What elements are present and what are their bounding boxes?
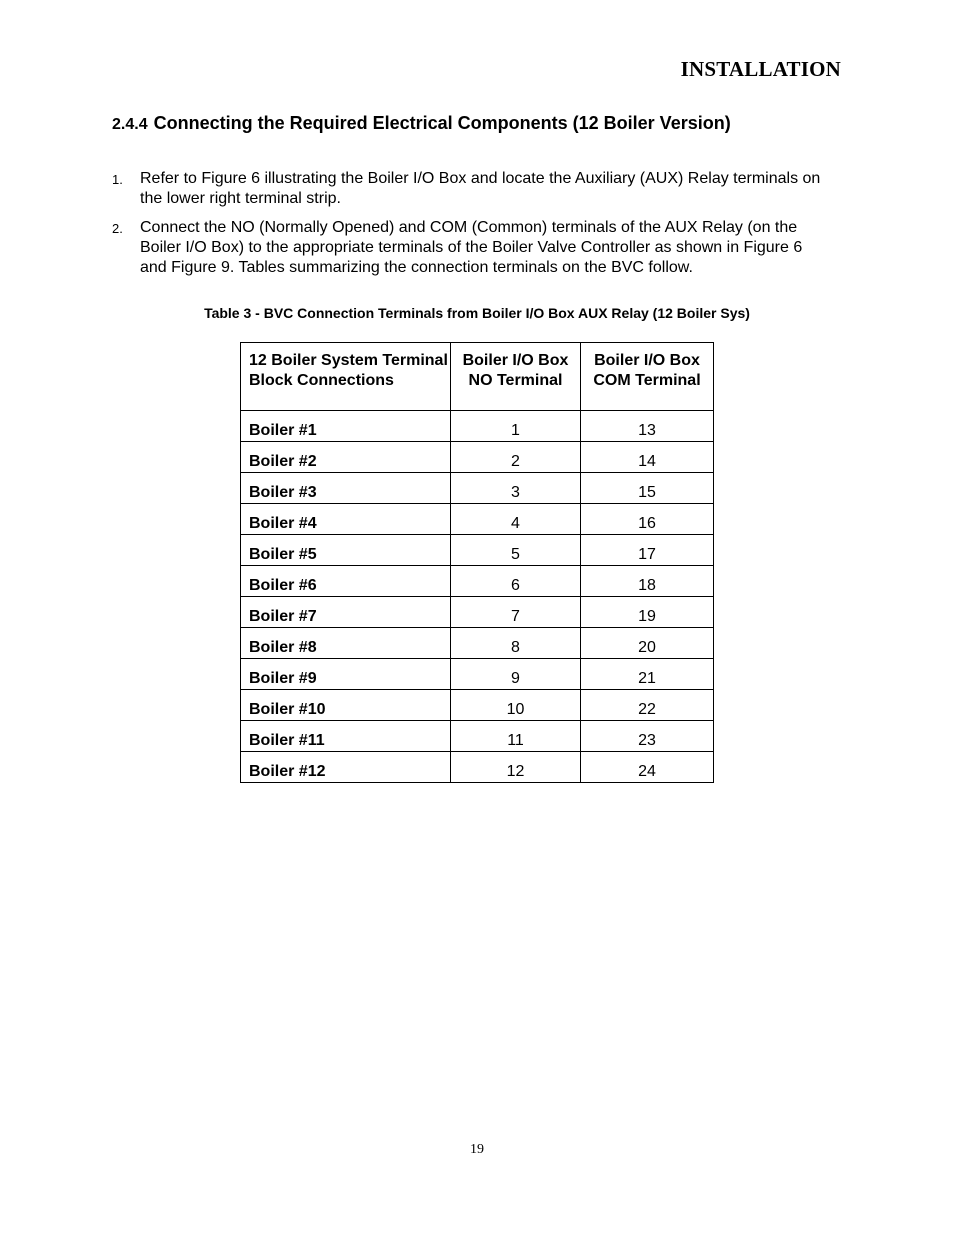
cell-boiler: Boiler #5: [241, 535, 451, 566]
cell-boiler: Boiler #10: [241, 690, 451, 721]
cell-com-terminal: 22: [581, 690, 714, 721]
cell-com-terminal: 15: [581, 473, 714, 504]
cell-no-terminal: 12: [451, 752, 581, 783]
cell-no-terminal: 8: [451, 628, 581, 659]
table-row: [241, 752, 714, 783]
cell-com-terminal: 13: [581, 411, 714, 442]
cell-no-terminal: 3: [451, 473, 581, 504]
section-heading: [112, 113, 731, 134]
step-text: Connect the NO (Normally Opened) and COM (Common) terminals of the AUX Relay (on the Boiler I/O Box) to the appropriate terminals of the Boiler Valve Controller as shown in Figure 6 and Figure 9. Tables summarizing the connection terminals on the BVC follow.: [140, 219, 803, 276]
table-row: [241, 566, 714, 597]
cell-boiler: Boiler #8: [241, 628, 451, 659]
cell-no-terminal: 1: [451, 411, 581, 442]
cell-com-terminal: 16: [581, 504, 714, 535]
cell-no-terminal: 7: [451, 597, 581, 628]
column-header-terminal-block: 12 Boiler System Terminal Block Connections: [241, 343, 451, 411]
page-number: 19: [470, 1142, 484, 1157]
cell-com-terminal: 21: [581, 659, 714, 690]
cell-no-terminal: 10: [451, 690, 581, 721]
table-row: [241, 473, 714, 504]
table-header-row: [241, 343, 714, 411]
cell-boiler: Boiler #12: [241, 752, 451, 783]
cell-boiler: Boiler #7: [241, 597, 451, 628]
table-row: [241, 690, 714, 721]
table-body: [241, 411, 714, 783]
table-row: [241, 504, 714, 535]
cell-boiler: Boiler #3: [241, 473, 451, 504]
cell-no-terminal: 4: [451, 504, 581, 535]
section-title: Connecting the Required Electrical Components (12 Boiler Version): [153, 113, 731, 133]
table-caption: Table 3 - BVC Connection Terminals from Boiler I/O Box AUX Relay (12 Boiler Sys): [204, 305, 750, 321]
cell-boiler: Boiler #11: [241, 721, 451, 752]
cell-no-terminal: 11: [451, 721, 581, 752]
cell-boiler: Boiler #9: [241, 659, 451, 690]
table-row: [241, 442, 714, 473]
cell-com-terminal: 18: [581, 566, 714, 597]
cell-com-terminal: 17: [581, 535, 714, 566]
cell-com-terminal: 20: [581, 628, 714, 659]
step-item: [112, 218, 832, 278]
cell-no-terminal: 6: [451, 566, 581, 597]
cell-com-terminal: 14: [581, 442, 714, 473]
table-row: [241, 597, 714, 628]
cell-com-terminal: 19: [581, 597, 714, 628]
cell-com-terminal: 24: [581, 752, 714, 783]
section-number: 2.4.4: [112, 116, 148, 133]
table-row: [241, 659, 714, 690]
cell-boiler: Boiler #2: [241, 442, 451, 473]
table-row: [241, 411, 714, 442]
table-row: [241, 721, 714, 752]
column-header-no-terminal: Boiler I/O Box NO Terminal: [451, 343, 581, 411]
cell-boiler: Boiler #4: [241, 504, 451, 535]
cell-no-terminal: 9: [451, 659, 581, 690]
column-header-com-terminal: Boiler I/O Box COM Terminal: [581, 343, 714, 411]
cell-boiler: Boiler #1: [241, 411, 451, 442]
cell-no-terminal: 5: [451, 535, 581, 566]
table-row: [241, 628, 714, 659]
step-item: [112, 169, 832, 209]
step-text: Refer to Figure 6 illustrating the Boiler I/O Box and locate the Auxiliary (AUX) Relay terminals on the lower right terminal strip.: [140, 170, 821, 207]
step-number: 2.: [112, 221, 123, 236]
terminal-table: [240, 342, 714, 783]
step-number: 1.: [112, 172, 123, 187]
cell-no-terminal: 2: [451, 442, 581, 473]
table-row: [241, 535, 714, 566]
running-header: INSTALLATION: [680, 57, 841, 81]
cell-boiler: Boiler #6: [241, 566, 451, 597]
instruction-steps: [112, 169, 832, 287]
cell-com-terminal: 23: [581, 721, 714, 752]
